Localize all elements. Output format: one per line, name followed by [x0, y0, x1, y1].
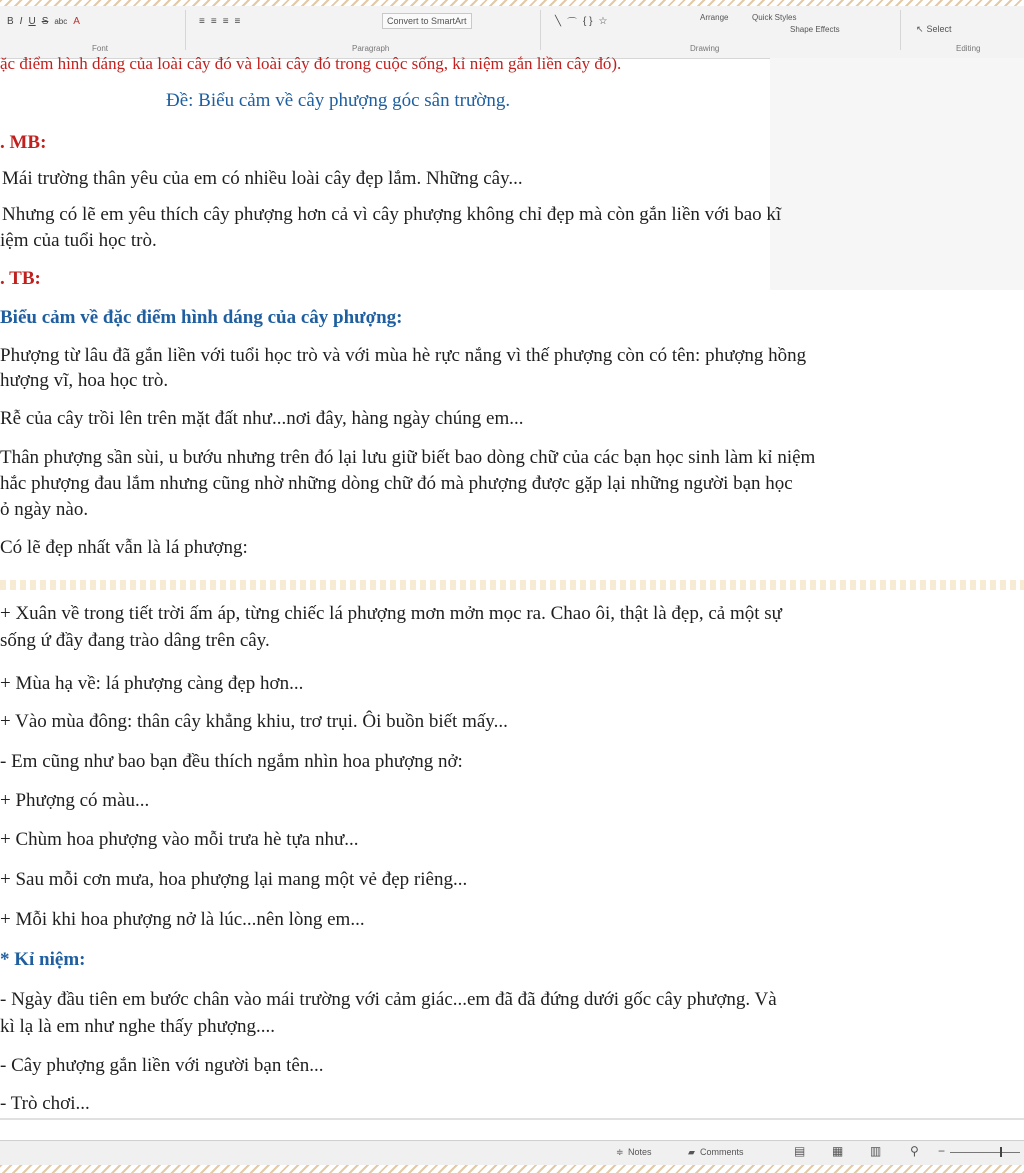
cursor-icon: ↖ — [916, 23, 924, 34]
paragraph-line: + Xuân về trong tiết trời ấm áp, từng chiếc lá phượng mơn mởn mọc ra. Chao ôi, thật là đẹp, cả một sự — [0, 603, 782, 624]
quick-styles-button[interactable]: Quick Styles — [752, 12, 797, 22]
paragraph-line: sống ứ đầy đang trào dâng trên cây. — [0, 630, 270, 651]
select-button[interactable]: Select — [926, 24, 952, 34]
align-right-icon[interactable]: ≡ — [222, 15, 229, 27]
group-label-drawing: Drawing — [690, 44, 720, 53]
underline-button[interactable]: U — [28, 15, 36, 27]
paragraph-line: - Cây phượng gắn liền với người bạn tên... — [0, 1055, 324, 1076]
comments-button[interactable]: Comments — [700, 1147, 744, 1157]
shape-arc-icon[interactable]: ⌒ — [567, 17, 578, 29]
status-bar — [0, 1140, 1024, 1165]
shape-star-icon[interactable]: ☆ — [598, 15, 608, 27]
shape-brace-icon[interactable]: { } — [583, 15, 593, 27]
paragraph-line: - Em cũng như bao bạn đều thích ngắm nhìn hoa phượng nở: — [0, 751, 463, 772]
paragraph-line: + Phượng có màu... — [0, 790, 150, 811]
paragraph-line: - Ngày đầu tiên em bước chân vào mái trường với cảm giác...em đã đã đứng dưới gốc cây phượng. Và — [0, 989, 777, 1010]
notes-icon: ≑ — [616, 1147, 624, 1157]
group-divider — [185, 10, 186, 50]
paragraph-line: Có lẽ đẹp nhất vẫn là lá phượng: — [0, 537, 248, 558]
shapes-gallery[interactable] — [552, 12, 610, 30]
arrange-button[interactable]: Arrange — [700, 12, 729, 22]
font-controls — [4, 12, 83, 30]
paragraph-line: iệm của tuổi học trò. — [0, 230, 157, 251]
convert-smartart-button[interactable]: Convert to SmartArt — [382, 13, 472, 29]
slideshow-icon[interactable]: ⚲ — [910, 1144, 919, 1158]
font-color-button[interactable]: A — [73, 15, 80, 27]
paragraph-line: Rễ của cây trồi lên trên mặt đất như...nơi đây, hàng ngày chúng em... — [0, 408, 524, 429]
group-divider — [540, 10, 541, 50]
paragraph-line: kì lạ là em như nghe thấy phượng.... — [0, 1016, 275, 1037]
paragraph-line: - Trò chơi... — [0, 1093, 90, 1114]
group-label-paragraph: Paragraph — [352, 44, 390, 53]
paragraph-line: + Sau mỗi cơn mưa, hoa phượng lại mang một vẻ đẹp riêng... — [0, 869, 468, 890]
mb-heading: . MB: — [0, 132, 47, 153]
shape-line-icon[interactable]: ╲ — [555, 15, 562, 27]
abc-button[interactable]: abc — [54, 16, 68, 26]
paragraph-line: Mái trường thân yêu của em có nhiều loài cây đẹp lắm. Những cây... — [2, 168, 523, 189]
page-boundary — [0, 1118, 1024, 1120]
zoom-slider-thumb[interactable] — [1000, 1147, 1002, 1157]
paragraph-line: Thân phượng sần sùi, u bướu nhưng trên đó lại lưu giữ biết bao dòng chữ của các bạn học sinh làm kỉ niệm — [0, 447, 816, 468]
paragraph-line: hượng vĩ, hoa học trò. — [0, 370, 169, 391]
notes-button[interactable]: Notes — [628, 1147, 652, 1157]
paragraph-line: ỏ ngày nào. — [0, 499, 89, 520]
paragraph-line: hắc phượng đau lắm nhưng cũng nhờ những dòng chữ đó mà phượng được gặp lại những người bạn học — [0, 473, 793, 494]
essay-title: Đề: Biểu cảm về cây phượng góc sân trường. — [166, 90, 511, 111]
document-page[interactable] — [0, 54, 1024, 1118]
strikethrough-button[interactable]: S — [41, 15, 49, 27]
align-left-icon[interactable]: ≡ — [199, 15, 205, 27]
zoom-out-icon[interactable]: − — [938, 1144, 946, 1158]
paragraph-line: Phượng từ lâu đã gắn liền với tuổi học trò và với mùa hè rực nắng vì thế phượng còn có tên: phượng hồng — [0, 345, 807, 366]
italic-button[interactable]: I — [19, 15, 23, 27]
bold-button[interactable]: B — [7, 15, 14, 27]
paragraph-line: + Chùm hoa phượng vào mỗi trưa hè tựa như... — [0, 829, 359, 850]
decorative-border-bottom — [0, 1165, 1024, 1173]
kn-heading: * Kỉ niệm: — [0, 949, 86, 970]
normal-view-icon[interactable]: ▤ — [794, 1144, 806, 1158]
reading-view-icon[interactable]: ▥ — [870, 1144, 882, 1158]
group-divider — [900, 10, 901, 50]
slide-sorter-icon[interactable]: ▦ — [832, 1144, 844, 1158]
paragraph-line: + Mỗi khi hoa phượng nở là lúc...nên lòng em... — [0, 909, 365, 930]
group-label-font: Font — [92, 44, 109, 53]
decorative-divider — [0, 580, 1024, 590]
paragraph-line: + Mùa hạ về: lá phượng càng đẹp hơn... — [0, 673, 304, 694]
comments-icon: ▰ — [688, 1147, 695, 1157]
zoom-slider[interactable] — [950, 1152, 1020, 1153]
justify-icon[interactable]: ≡ — [234, 15, 241, 27]
paragraph-line: Nhưng có lẽ em yêu thích cây phượng hơn cả vì cây phượng không chỉ đẹp mà còn gắn liền với bao kĩ — [2, 204, 782, 225]
cut-off-line: ặc điểm hình dáng của loài cây đó và loài cây đó trong cuộc sống, kỉ niệm gắn liền cây đó). — [0, 54, 622, 73]
align-center-icon[interactable]: ≡ — [210, 15, 217, 27]
shape-effects-button[interactable]: Shape Effects — [790, 24, 840, 34]
group-label-editing: Editing — [956, 44, 981, 53]
page-shading — [770, 58, 1024, 290]
tb-heading: . TB: — [0, 268, 41, 289]
paragraph-controls — [196, 12, 243, 30]
paragraph-line: + Vào mùa đông: thân cây khẳng khiu, trơ trụi. Ôi buồn biết mấy... — [0, 711, 508, 732]
tb-subheading: Biểu cảm về đặc điểm hình dáng của cây phượng: — [0, 307, 403, 328]
